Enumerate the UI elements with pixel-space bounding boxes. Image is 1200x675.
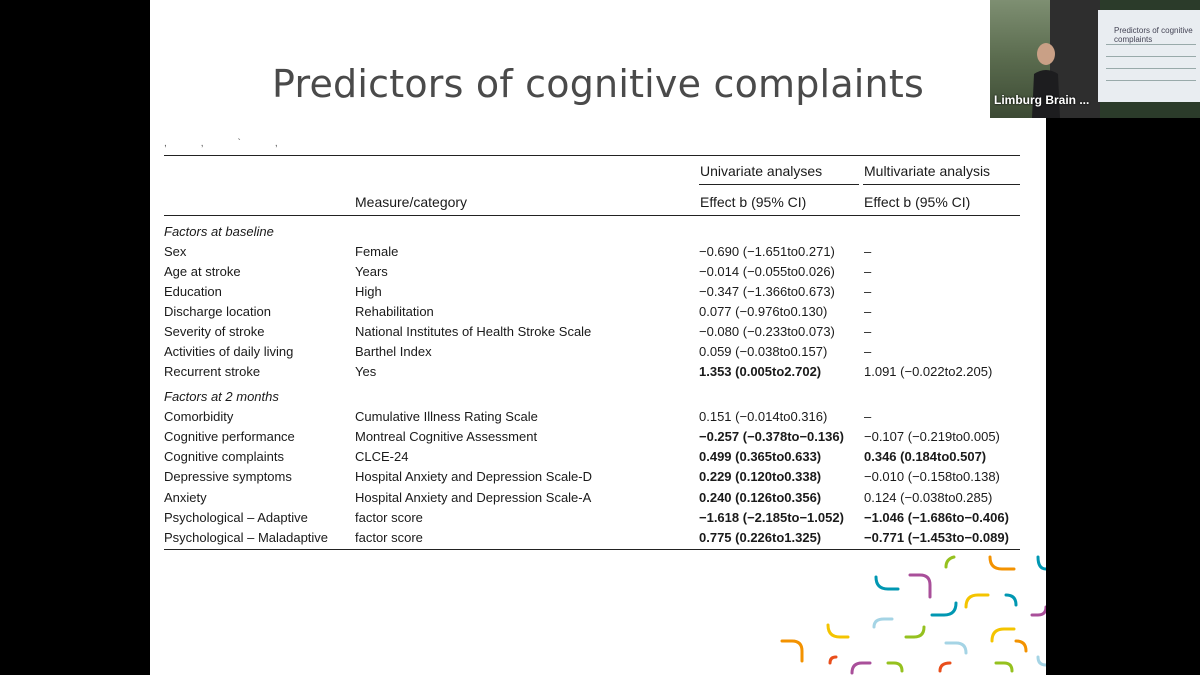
presentation-slide [150,0,1046,675]
row-measure-label: factor score [355,510,423,525]
row-measure-label: Montreal Cognitive Assessment [355,429,538,444]
row-multivariate-effect: −0.107 (−0.219to0.005) [864,429,1000,444]
row-factor-label: Activities of daily living [164,344,294,359]
row-factor-label: Discharge location [164,304,271,319]
row-multivariate-effect: 0.346 (0.184to0.507) [864,449,987,464]
projected-table-line [1106,68,1196,69]
uni-group-rule [699,184,859,185]
row-multivariate-effect: 0.124 (−0.038to0.285) [864,490,993,505]
row-multivariate-effect: – [864,264,872,279]
row-univariate-effect: 0.775 (0.226to1.325) [699,530,822,545]
row-factor-label: Recurrent stroke [164,364,261,379]
row-measure-label: CLCE-24 [355,449,409,464]
brand-arc-pattern-icon [770,545,1046,675]
projected-screen-title: Predictors of cognitive complaints [1114,26,1193,44]
row-multivariate-effect: – [864,304,872,319]
participant-name-label: Limburg Brain ... [994,93,1090,107]
row-univariate-effect: 0.059 (−0.038to0.157) [699,344,828,359]
row-univariate-effect: 0.151 (−0.014to0.316) [699,409,828,424]
row-multivariate-effect: −1.046 (−1.686to−0.406) [864,510,1009,525]
row-measure-label: National Institutes of Health Stroke Scale [355,324,592,339]
row-factor-label: Psychological – Maladaptive [164,530,329,545]
header-bottom-rule [164,215,1020,216]
multivariate-group-header: Multivariate analysis [864,163,991,179]
row-univariate-effect: 0.077 (−0.976to0.130) [699,304,828,319]
row-measure-label: Cumulative Illness Rating Scale [355,409,538,424]
cropped-caption-fragment: ,,`, [164,138,312,149]
multi-group-rule [863,184,1020,185]
row-univariate-effect: −0.347 (−1.366to0.673) [699,284,835,299]
row-factor-label: Depressive symptoms [164,469,292,484]
row-measure-label: Barthel Index [355,344,432,359]
row-measure-label: Female [355,244,399,259]
row-univariate-effect: −0.690 (−1.651to0.271) [699,244,835,259]
row-multivariate-effect: – [864,324,872,339]
row-factor-label: Cognitive performance [164,429,295,444]
row-measure-label: factor score [355,530,423,545]
row-factor-label: Education [164,284,222,299]
row-univariate-effect: 0.499 (0.365to0.633) [699,449,822,464]
row-multivariate-effect: – [864,284,872,299]
section-heading: Factors at 2 months [164,389,279,404]
row-factor-label: Age at stroke [164,264,241,279]
slide-title: Predictors of cognitive complaints [272,62,924,106]
univariate-group-header: Univariate analyses [700,163,823,179]
row-measure-label: Hospital Anxiety and Depression Scale-D [355,469,593,484]
projected-table-line [1106,44,1196,45]
row-factor-label: Cognitive complaints [164,449,284,464]
section-heading: Factors at baseline [164,224,274,239]
univariate-effect-header: Effect b (95% CI) [700,194,807,210]
measure-column-header: Measure/category [355,194,468,210]
row-univariate-effect: 0.229 (0.120to0.338) [699,469,822,484]
row-univariate-effect: 1.353 (0.005to2.702) [699,364,822,379]
row-multivariate-effect: −0.771 (−1.453to−0.089) [864,530,1009,545]
row-multivariate-effect: 1.091 (−0.022to2.205) [864,364,993,379]
row-univariate-effect: 0.240 (0.126to0.356) [699,490,822,505]
row-univariate-effect: −0.257 (−0.378to−0.136) [699,429,844,444]
row-measure-label: High [355,284,382,299]
table-top-rule [164,155,1020,156]
row-measure-label: Rehabilitation [355,304,434,319]
row-factor-label: Psychological – Adaptive [164,510,308,525]
row-factor-label: Severity of stroke [164,324,265,339]
row-measure-label: Hospital Anxiety and Depression Scale-A [355,490,592,505]
projected-table-line [1106,80,1196,81]
row-multivariate-effect: – [864,244,872,259]
projected-screen [1098,10,1200,102]
row-multivariate-effect: – [864,344,872,359]
row-univariate-effect: −0.014 (−0.055to0.026) [699,264,835,279]
row-measure-label: Years [355,264,388,279]
participant-video-tile[interactable] [990,0,1200,118]
row-univariate-effect: −1.618 (−2.185to−1.052) [699,510,844,525]
row-factor-label: Anxiety [164,490,207,505]
projected-table-line [1106,56,1196,57]
row-measure-label: Yes [355,364,377,379]
row-factor-label: Sex [164,244,187,259]
multivariate-effect-header: Effect b (95% CI) [864,194,971,210]
row-univariate-effect: −0.080 (−0.233to0.073) [699,324,835,339]
row-multivariate-effect: – [864,409,872,424]
row-factor-label: Comorbidity [164,409,234,424]
row-multivariate-effect: −0.010 (−0.158to0.138) [864,469,1000,484]
